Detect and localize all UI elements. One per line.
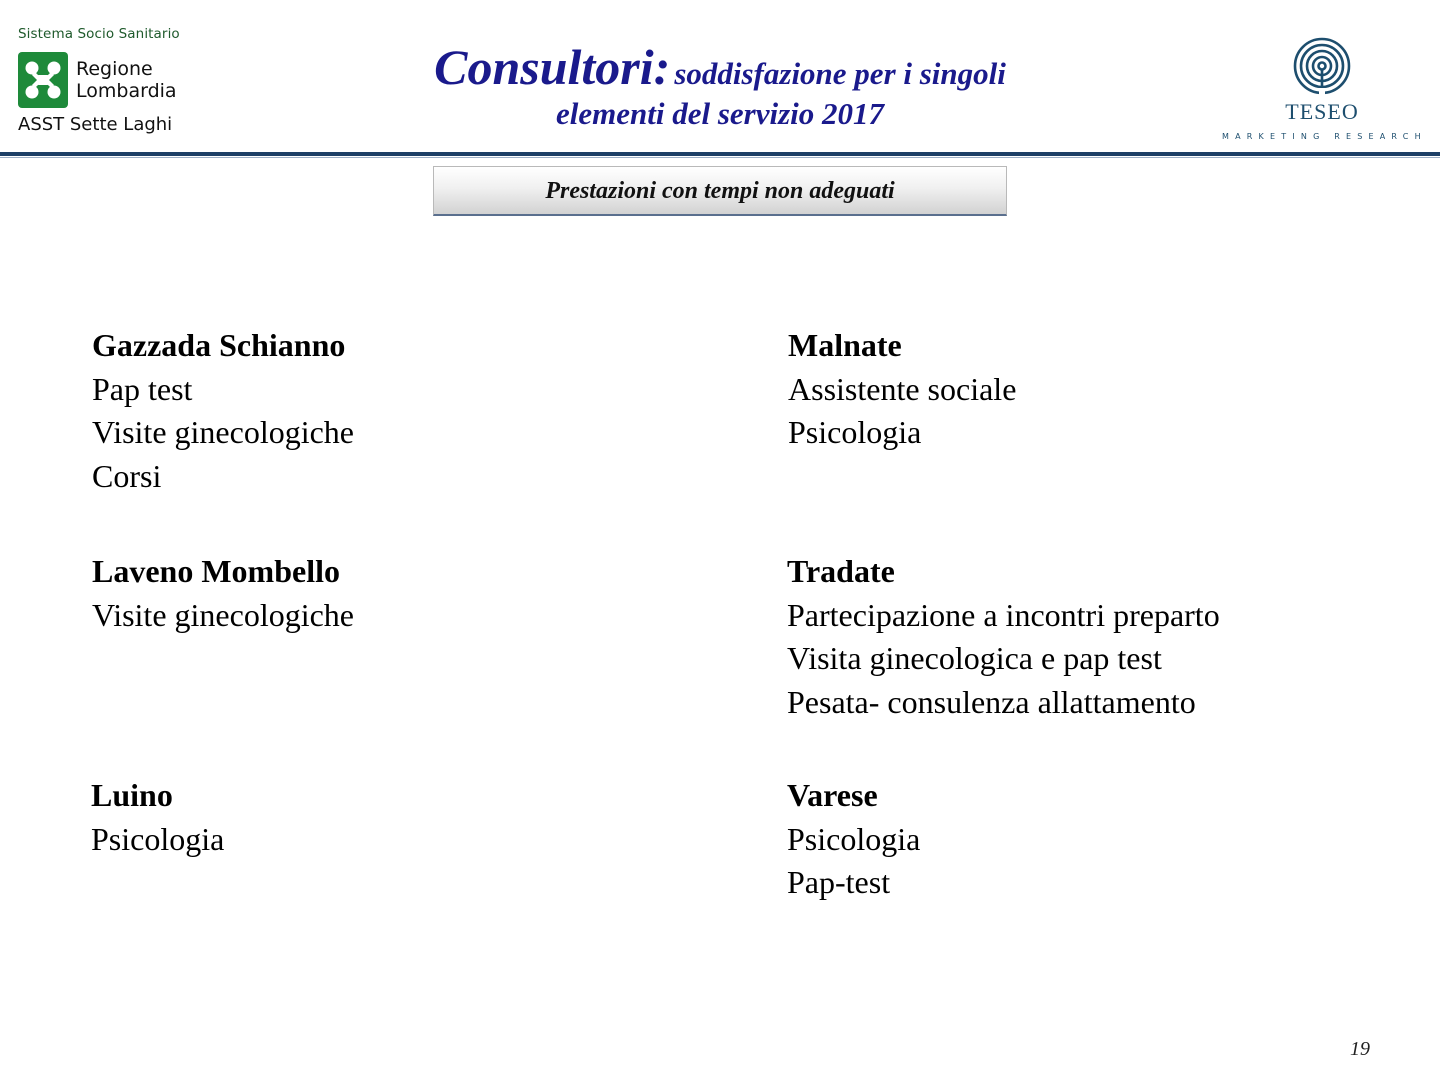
site-item: Pap-test	[787, 864, 891, 900]
site-item: Partecipazione a incontri preparto	[787, 596, 1220, 633]
logo-left-regione	[76, 58, 177, 102]
teseo-name: TESEO	[1285, 99, 1359, 124]
site-block	[91, 774, 224, 861]
site-item: Psicologia	[91, 820, 225, 857]
title-line2: elementi del servizio 2017	[555, 96, 885, 131]
site-item: Psicologia	[787, 820, 921, 857]
teseo-logo	[1222, 36, 1427, 148]
site-item: Assistente sociale	[788, 370, 1017, 407]
slide-title	[330, 38, 1110, 134]
title-main: Consultori:	[434, 39, 671, 95]
site-name: Varese	[787, 777, 878, 813]
site-item: Visite ginecologiche	[92, 414, 354, 450]
site-block	[92, 550, 354, 637]
labyrinth-icon	[1291, 36, 1353, 100]
site-item: Psicologia	[788, 414, 922, 450]
site-item: Corsi	[92, 457, 162, 494]
section-subtitle: Prestazioni con tempi non adeguati	[433, 166, 1007, 216]
title-sub: soddisfazione per i singoli	[674, 56, 1006, 91]
page-number: 19	[1350, 1038, 1370, 1060]
site-block	[92, 324, 354, 498]
site-item: Visite ginecologiche	[92, 596, 354, 633]
site-name: Tradate	[787, 553, 895, 589]
logo-left-line1: Sistema Socio Sanitario	[18, 26, 180, 42]
site-block	[788, 324, 1016, 455]
header-divider-thin	[0, 157, 1440, 158]
site-block	[787, 550, 1220, 724]
logo-left-line4: ASST Sette Laghi	[18, 114, 173, 135]
logo-left-line3: Lombardia	[76, 80, 177, 102]
lombardia-cross-icon	[18, 52, 68, 108]
site-name: Gazzada Schianno	[92, 327, 346, 363]
teseo-tagline: MARKETING RESEARCH	[1222, 132, 1427, 141]
site-name: Malnate	[788, 327, 902, 363]
header-divider	[0, 152, 1440, 156]
site-item: Visita ginecologica e pap test	[787, 640, 1162, 676]
site-name: Laveno Mombello	[92, 553, 340, 589]
logo-left-line2: Regione	[76, 58, 153, 80]
site-block	[787, 774, 920, 905]
asst-sette-laghi-logo	[16, 24, 196, 144]
site-item: Pap test	[92, 370, 193, 407]
site-name: Luino	[91, 777, 173, 813]
site-item: Pesata- consulenza allattamento	[787, 683, 1196, 720]
